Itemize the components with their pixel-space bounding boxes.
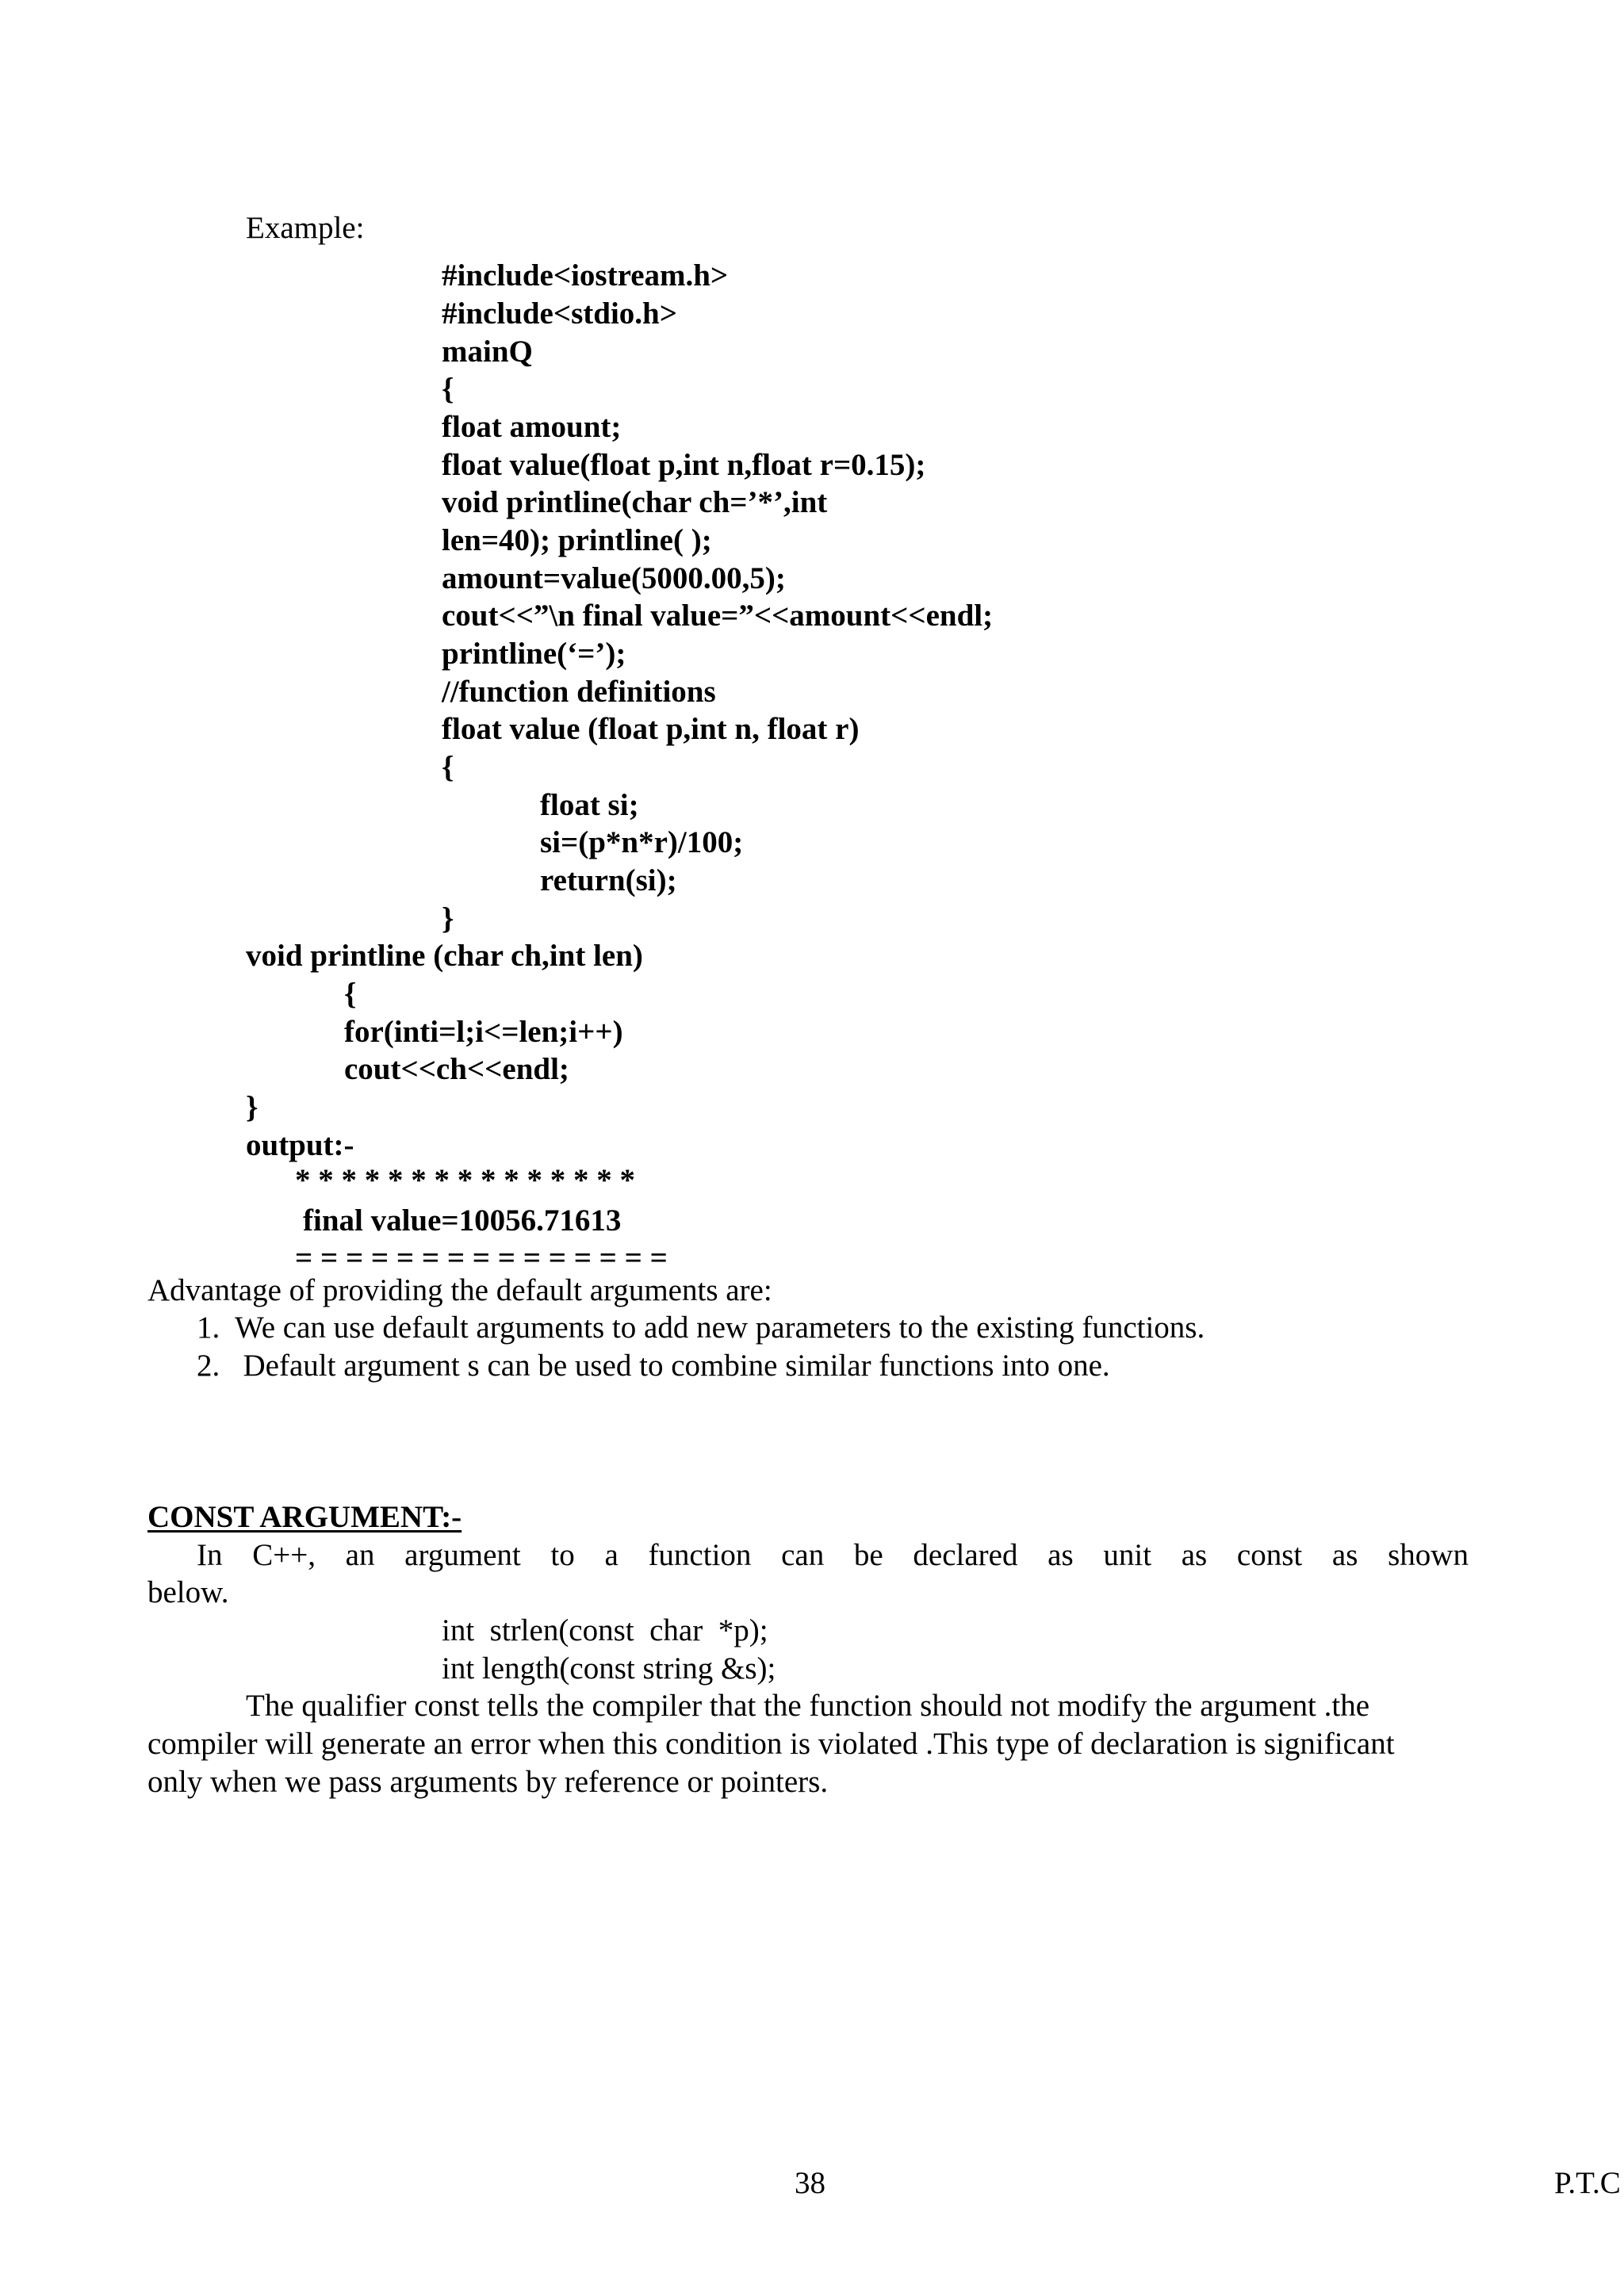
code-line: si=(p*n*r)/100;	[540, 825, 744, 859]
intro-word: declared	[913, 1538, 1018, 1572]
code-line: }	[246, 1090, 259, 1124]
code-line: #include<stdio.h>	[442, 297, 677, 331]
code-line: {	[344, 977, 357, 1011]
intro-word: C++,	[252, 1538, 316, 1572]
code-example: int length(const string &s);	[442, 1651, 776, 1686]
code-line: float value (float p,int n, float r)	[442, 712, 860, 746]
const-intro-line	[197, 1536, 1469, 1575]
code-line: cout<<”\n final value=”<<amount<<endl;	[442, 599, 994, 633]
list-item: 1. We can use default arguments to add new parameters to the existing functions.	[197, 1311, 1205, 1345]
code-example: int strlen(const char *p);	[442, 1613, 768, 1647]
paragraph-line: The qualifier const tells the compiler that the function should not modify the argument .the	[246, 1689, 1370, 1723]
code-line: amount=value(5000.00,5);	[442, 561, 786, 595]
intro-word: In	[197, 1538, 223, 1572]
code-line: float si;	[540, 788, 639, 822]
code-line: #include<iostream.h>	[442, 258, 729, 293]
intro-word: function	[648, 1538, 752, 1572]
code-line: for(inti=l;i<=len;i++)	[344, 1015, 623, 1049]
paragraph-line: only when we pass arguments by reference or pointers.	[147, 1765, 829, 1799]
code-line: {	[442, 750, 454, 784]
output-line: = = = = = = = = = = = = = = =	[295, 1241, 668, 1275]
code-line: void printline(char ch=’*’,int	[442, 485, 828, 519]
intro-word: argument	[404, 1538, 521, 1572]
code-line: void printline (char ch,int len)	[246, 939, 643, 973]
section-heading: CONST ARGUMENT:-	[147, 1500, 462, 1534]
code-line: len=40); printline( );	[442, 523, 712, 557]
example-label: Example:	[246, 211, 365, 245]
code-line: mainQ	[442, 335, 533, 369]
pto-note: P.T.C	[1554, 2166, 1621, 2200]
intro-word: unit	[1103, 1538, 1152, 1572]
intro-word: be	[853, 1538, 883, 1572]
intro-word: a	[604, 1538, 619, 1572]
paragraph-line: compiler will generate an error when this condition is violated .This type of declaration is significant	[147, 1727, 1395, 1761]
intro-word: shown	[1388, 1538, 1469, 1572]
code-line: return(si);	[540, 863, 677, 897]
intro-word: const	[1236, 1538, 1303, 1572]
advantages-intro: Advantage of providing the default arguments are:	[147, 1273, 772, 1307]
intro-word: to	[550, 1538, 575, 1572]
intro-word: as	[1331, 1538, 1358, 1572]
code-line: {	[442, 372, 454, 406]
intro-word: as	[1181, 1538, 1208, 1572]
intro-word: can	[781, 1538, 825, 1572]
intro-word: as	[1048, 1538, 1074, 1572]
list-item: 2. Default argument s can be used to combine similar functions into one.	[197, 1349, 1110, 1383]
code-line: float amount;	[442, 410, 622, 444]
output-label: output:-	[246, 1128, 354, 1162]
output-line: final value=10056.71613	[303, 1203, 622, 1238]
page-number: 38	[795, 2166, 825, 2200]
const-intro-tail: below.	[147, 1575, 229, 1609]
intro-word: an	[345, 1538, 375, 1572]
output-line: * * * * * * * * * * * * * * *	[295, 1163, 635, 1197]
code-line: printline(‘=’);	[442, 637, 626, 671]
code-line: //function definitions	[442, 675, 716, 709]
code-line: float value(float p,int n,float r=0.15);	[442, 448, 926, 482]
code-line: cout<<ch<<endl;	[344, 1052, 569, 1086]
code-line: }	[442, 901, 454, 936]
